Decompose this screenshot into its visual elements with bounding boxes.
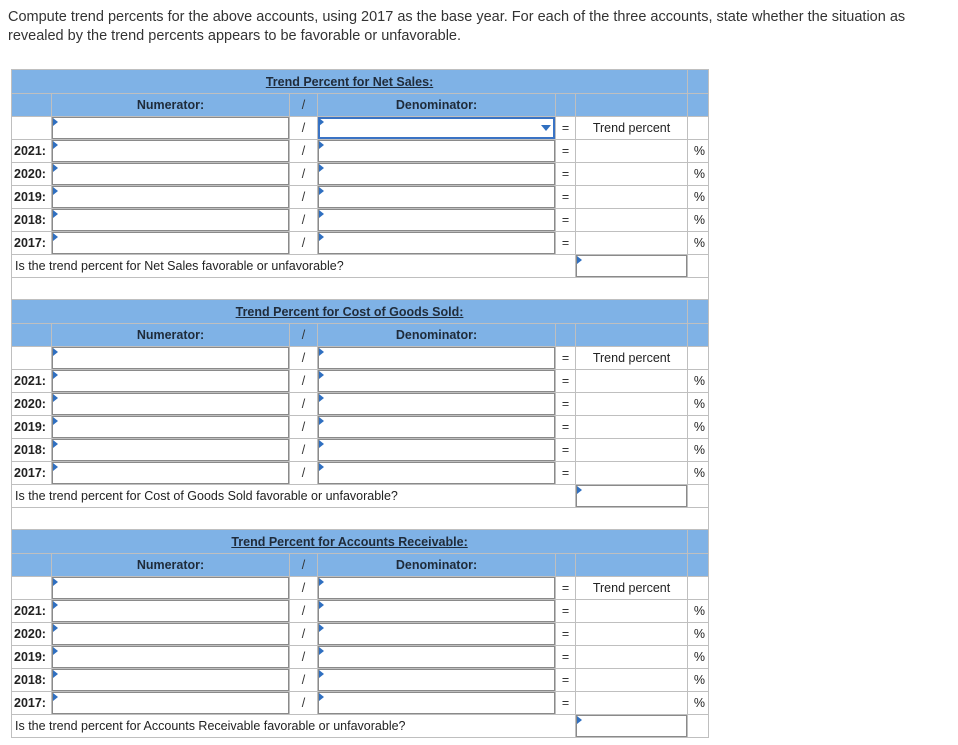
slash-symbol: /: [290, 347, 318, 370]
cost-of-goods-sold-favorable-answer-input[interactable]: [576, 485, 687, 507]
slash-symbol: /: [290, 623, 318, 646]
percent-symbol: %: [688, 416, 709, 439]
slash-symbol: /: [290, 416, 318, 439]
percent-symbol: %: [688, 163, 709, 186]
year-label: 2019:: [12, 416, 52, 439]
trend-percent-label: Trend percent: [576, 577, 688, 600]
net-sales-favorable-answer-input[interactable]: [576, 255, 687, 277]
section-title: Trend Percent for Net Sales:: [12, 70, 688, 94]
equals-symbol: =: [556, 209, 576, 232]
percent-symbol: %: [688, 232, 709, 255]
percent-symbol: %: [688, 140, 709, 163]
year-label: 2020:: [12, 163, 52, 186]
net-sales-numerator-input[interactable]: [52, 209, 289, 231]
section-title: Trend Percent for Accounts Receivable:: [12, 530, 688, 554]
percent-symbol: %: [688, 209, 709, 232]
accounts-receivable-denominator-input[interactable]: [318, 623, 555, 645]
percent-symbol: %: [688, 669, 709, 692]
dropdown-arrow-icon[interactable]: [541, 125, 551, 131]
year-label: 2018:: [12, 439, 52, 462]
net-sales-numerator-input[interactable]: [52, 163, 289, 185]
equals-symbol: =: [556, 623, 576, 646]
slash-symbol: /: [290, 232, 318, 255]
slash-symbol: /: [290, 669, 318, 692]
equals-symbol: =: [556, 117, 576, 140]
equals-symbol: =: [556, 347, 576, 370]
cost-of-goods-sold-table: [11, 299, 709, 531]
accounts-receivable-denominator-input[interactable]: [318, 669, 555, 691]
percent-symbol: %: [688, 370, 709, 393]
year-label: 2020:: [12, 393, 52, 416]
net-sales-numerator-input[interactable]: [52, 232, 289, 254]
year-label: 2019:: [12, 186, 52, 209]
equals-symbol: =: [556, 692, 576, 715]
equals-symbol: =: [556, 393, 576, 416]
denominator-header: Denominator:: [318, 94, 556, 117]
slash-symbol: /: [290, 646, 318, 669]
net-sales-denominator-label-input[interactable]: [318, 117, 555, 139]
accounts-receivable-denominator-label-input[interactable]: [318, 577, 555, 599]
net-sales-denominator-input[interactable]: [318, 186, 555, 208]
net-sales-denominator-input[interactable]: [318, 140, 555, 162]
slash-symbol: /: [290, 554, 318, 577]
slash-symbol: /: [290, 186, 318, 209]
percent-symbol: %: [688, 439, 709, 462]
slash-symbol: /: [290, 600, 318, 623]
cost-of-goods-sold-denominator-input[interactable]: [318, 439, 555, 461]
equals-symbol: =: [556, 646, 576, 669]
cost-of-goods-sold-denominator-input[interactable]: [318, 416, 555, 438]
net-sales-numerator-label-input[interactable]: [52, 117, 289, 139]
accounts-receivable-numerator-input[interactable]: [52, 692, 289, 714]
equals-symbol: =: [556, 163, 576, 186]
cost-of-goods-sold-denominator-input[interactable]: [318, 393, 555, 415]
equals-symbol: =: [556, 416, 576, 439]
slash-symbol: /: [290, 94, 318, 117]
equals-symbol: =: [556, 462, 576, 485]
equals-symbol: =: [556, 232, 576, 255]
cost-of-goods-sold-numerator-input[interactable]: [52, 416, 289, 438]
favorable-question: Is the trend percent for Cost of Goods Sold favorable or unfavorable?: [12, 485, 576, 508]
favorable-question: Is the trend percent for Accounts Receivable favorable or unfavorable?: [12, 715, 576, 738]
cost-of-goods-sold-numerator-input[interactable]: [52, 439, 289, 461]
accounts-receivable-denominator-input[interactable]: [318, 692, 555, 714]
percent-symbol: %: [688, 646, 709, 669]
accounts-receivable-favorable-answer-input[interactable]: [576, 715, 687, 737]
cost-of-goods-sold-numerator-label-input[interactable]: [52, 347, 289, 369]
year-label: 2017:: [12, 462, 52, 485]
equals-symbol: =: [556, 669, 576, 692]
percent-symbol: %: [688, 393, 709, 416]
slash-symbol: /: [290, 692, 318, 715]
section-title: Trend Percent for Cost of Goods Sold:: [12, 300, 688, 324]
trend-percent-label: Trend percent: [576, 347, 688, 370]
net-sales-numerator-input[interactable]: [52, 140, 289, 162]
slash-symbol: /: [290, 163, 318, 186]
numerator-header: Numerator:: [52, 94, 290, 117]
accounts-receivable-numerator-input[interactable]: [52, 600, 289, 622]
accounts-receivable-denominator-input[interactable]: [318, 600, 555, 622]
percent-symbol: %: [688, 186, 709, 209]
percent-symbol: %: [688, 462, 709, 485]
cost-of-goods-sold-numerator-input[interactable]: [52, 370, 289, 392]
accounts-receivable-numerator-label-input[interactable]: [52, 577, 289, 599]
cost-of-goods-sold-numerator-input[interactable]: [52, 462, 289, 484]
percent-symbol: %: [688, 623, 709, 646]
equals-symbol: =: [556, 186, 576, 209]
accounts-receivable-table: [11, 529, 709, 738]
equals-symbol: =: [556, 370, 576, 393]
net-sales-denominator-input[interactable]: [318, 209, 555, 231]
slash-symbol: /: [290, 577, 318, 600]
numerator-header: Numerator:: [52, 324, 290, 347]
denominator-header: Denominator:: [318, 324, 556, 347]
slash-symbol: /: [290, 393, 318, 416]
equals-symbol: =: [556, 140, 576, 163]
denominator-header: Denominator:: [318, 554, 556, 577]
equals-symbol: =: [556, 600, 576, 623]
slash-symbol: /: [290, 439, 318, 462]
slash-symbol: /: [290, 140, 318, 163]
cost-of-goods-sold-numerator-input[interactable]: [52, 393, 289, 415]
slash-symbol: /: [290, 209, 318, 232]
year-label: 2021:: [12, 600, 52, 623]
net-sales-table: [11, 69, 709, 301]
year-label: 2017:: [12, 692, 52, 715]
year-label: 2020:: [12, 623, 52, 646]
accounts-receivable-numerator-input[interactable]: [52, 623, 289, 645]
slash-symbol: /: [290, 324, 318, 347]
percent-symbol: %: [688, 600, 709, 623]
year-label: 2019:: [12, 646, 52, 669]
slash-symbol: /: [290, 370, 318, 393]
year-label: 2017:: [12, 232, 52, 255]
equals-symbol: =: [556, 577, 576, 600]
year-label: 2021:: [12, 140, 52, 163]
percent-symbol: %: [688, 692, 709, 715]
slash-symbol: /: [290, 462, 318, 485]
instructions-text: Compute trend percents for the above accounts, using 2017 as the base year. For each of the three accounts, state whether the situation as revealed by the trend percents appears to be favorable or unfavorable.: [8, 9, 906, 44]
net-sales-denominator-input[interactable]: [318, 232, 555, 254]
accounts-receivable-numerator-input[interactable]: [52, 646, 289, 668]
cost-of-goods-sold-denominator-input[interactable]: [318, 462, 555, 484]
year-label: 2018:: [12, 669, 52, 692]
equals-symbol: =: [556, 439, 576, 462]
year-label: 2018:: [12, 209, 52, 232]
numerator-header: Numerator:: [52, 554, 290, 577]
favorable-question: Is the trend percent for Net Sales favorable or unfavorable?: [12, 255, 576, 278]
cost-of-goods-sold-denominator-label-input[interactable]: [318, 347, 555, 369]
slash-symbol: /: [290, 117, 318, 140]
cost-of-goods-sold-denominator-input[interactable]: [318, 370, 555, 392]
net-sales-denominator-input[interactable]: [318, 163, 555, 185]
accounts-receivable-denominator-input[interactable]: [318, 646, 555, 668]
net-sales-numerator-input[interactable]: [52, 186, 289, 208]
year-label: 2021:: [12, 370, 52, 393]
accounts-receivable-numerator-input[interactable]: [52, 669, 289, 691]
trend-percent-label: Trend percent: [576, 117, 688, 140]
